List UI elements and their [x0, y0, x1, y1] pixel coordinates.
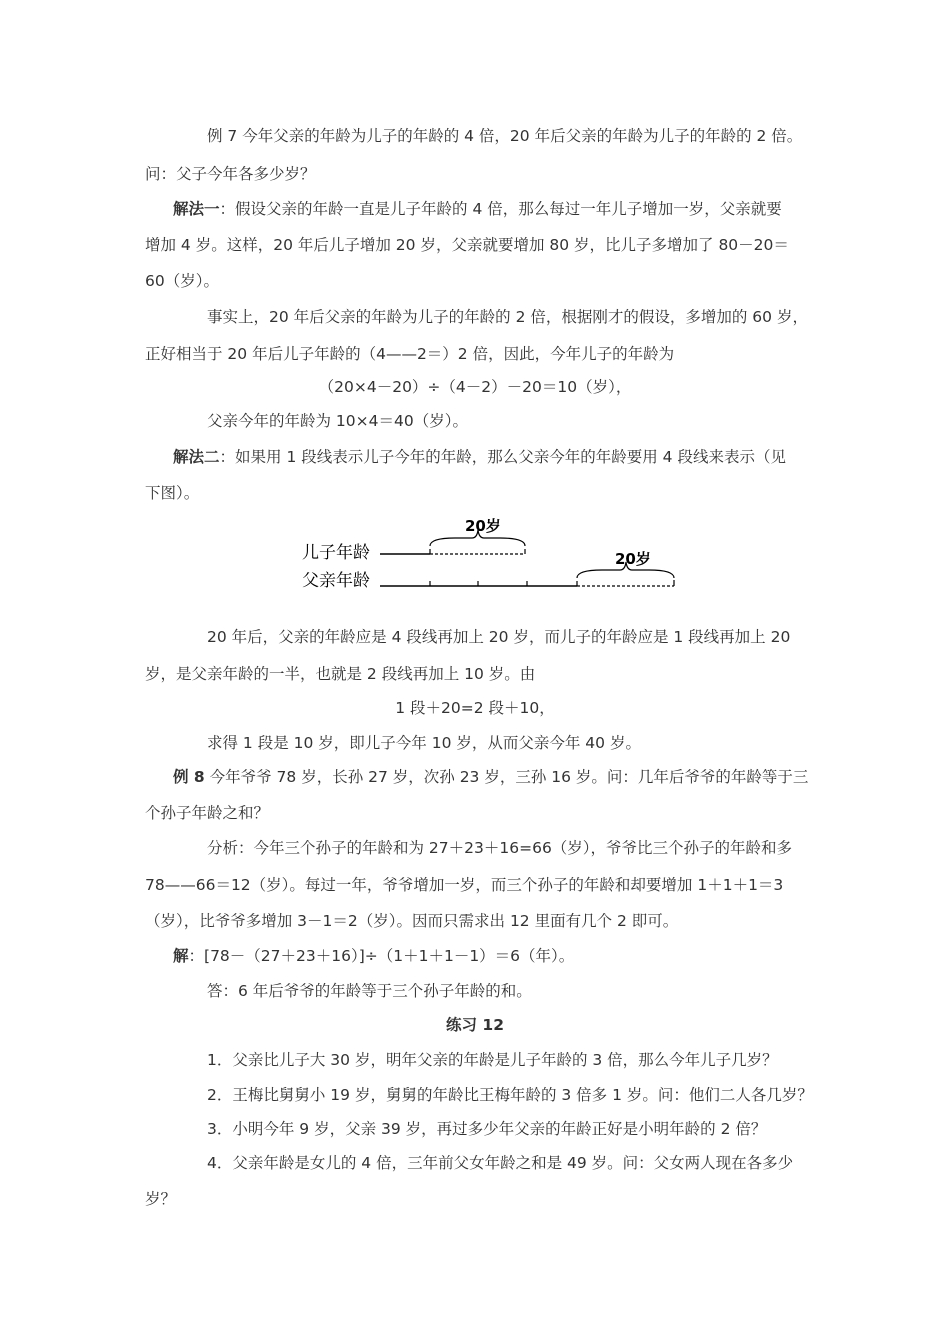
son-age-label: 儿子年龄 [302, 543, 370, 563]
ex7-equation: 1 段＋20=2 段＋10， [395, 699, 555, 717]
ex8-question-line-2: 个孙子年龄之和？ [145, 804, 270, 822]
father-brace-label: 20岁 [615, 550, 651, 568]
ex8-analysis-line-2: 78——66＝12（岁）。每过一年，爷爷增加一岁，而三个孙子的年龄和却要增加 1＋1＋1＝3 [145, 876, 784, 894]
practice-item-3: 3．小明今年 9 岁，父亲 39 岁，再过多少年父亲的年龄正好是小明年龄的 2 倍？ [207, 1120, 767, 1138]
solution2-label: 解法二 [173, 448, 220, 466]
ex7-paragraph3-line-1: 20 年后，父亲的年龄应是 4 段线再加上 20 岁，而儿子的年龄应是 1 段线再加上 20 [207, 628, 791, 646]
ex7-solution1-line-2: 增加 4 岁。这样，20 年后儿子增加 20 岁，父亲就要增加 80 岁，比儿子多增加了 80－20＝ [145, 236, 789, 254]
ex8-label: 例 8 [173, 768, 205, 786]
ex8-solution-text: ：[78－（27＋23＋16）]÷（1＋1＋1－1）＝6（年）。 [188, 947, 575, 965]
segment-diagram [290, 510, 690, 596]
ex8-question-text: 今年爷爷 78 岁，长孙 27 岁，次孙 23 岁，三孙 16 岁。问：几年后爷爷的年龄等于三 [204, 768, 809, 786]
ex7-solution2-line-1 [173, 447, 786, 467]
ex8-answer: 答：6 年后爷爷的年龄等于三个孙子年龄的和。 [207, 982, 532, 1000]
ex7-paragraph2-line-1: 事实上，20 年后父亲的年龄为儿子的年龄的 2 倍，根据刚才的假设，多增加的 60 岁， [207, 308, 808, 326]
practice-item-1: 1．父亲比儿子大 30 岁，明年父亲的年龄是儿子年龄的 3 倍，那么今年儿子几岁？ [207, 1051, 778, 1069]
ex8-analysis-line-3: （岁），比爷爷多增加 3－1＝2（岁）。因而只需求出 12 里面有几个 2 即可。 [145, 912, 679, 930]
ex8-question-line-1 [173, 767, 808, 787]
ex7-paragraph3-line-2: 岁，是父亲年龄的一半，也就是 2 段线再加上 10 岁。由 [145, 665, 536, 683]
son-brace-label: 20岁 [465, 517, 501, 535]
ex7-paragraph2-line-2: 正好相当于 20 年后儿子年龄的（4——2＝）2 倍，因此，今年儿子的年龄为 [145, 345, 675, 363]
practice-item-4: 4．父亲年龄是女儿的 4 倍，三年前父女年龄之和是 49 岁。问：父女两人现在各多少 [207, 1154, 794, 1172]
practice-item-4-continued: 岁？ [145, 1190, 177, 1208]
father-age-label: 父亲年龄 [302, 571, 370, 591]
ex7-father-age: 父亲今年的年龄为 10×4＝40（岁）。 [207, 412, 468, 430]
ex7-solution1-line-3: 60（岁）。 [145, 272, 219, 290]
solution2-text: ：如果用 1 段线表示儿子今年的年龄，那么父亲今年的年龄要用 4 段线来表示（见 [219, 448, 786, 466]
practice-item-2: 2．王梅比舅舅小 19 岁，舅舅的年龄比王梅年龄的 3 倍多 1 岁。问：他们二人各几岁？ [207, 1086, 813, 1104]
ex7-question-line-2: 问：父子今年各多少岁？ [145, 165, 316, 183]
ex7-formula: （20×4－20）÷（4－2）－20＝10（岁）， [318, 378, 632, 396]
ex7-question-line-1: 例 7 今年父亲的年龄为儿子的年龄的 4 倍，20 年后父亲的年龄为儿子的年龄的 2 倍。 [207, 127, 803, 145]
ex7-result: 求得 1 段是 10 岁，即儿子今年 10 岁，从而父亲今年 40 岁。 [207, 734, 641, 752]
ex8-analysis-line-1: 分析：今年三个孙子的年龄和为 27＋23＋16=66（岁），爷爷比三个孙子的年龄和多 [207, 839, 793, 857]
ex8-solution-line [173, 946, 574, 966]
ex7-solution1-line-1 [173, 199, 782, 219]
solution1-text: ：假设父亲的年龄一直是儿子年龄的 4 倍，那么每过一年儿子增加一岁，父亲就要 [219, 200, 782, 218]
solution1-label: 解法一 [173, 200, 220, 218]
practice-title: 练习 12 [446, 1016, 504, 1034]
ex8-solution-label: 解 [173, 947, 189, 965]
ex7-solution2-line-2: 下图）。 [145, 484, 200, 502]
